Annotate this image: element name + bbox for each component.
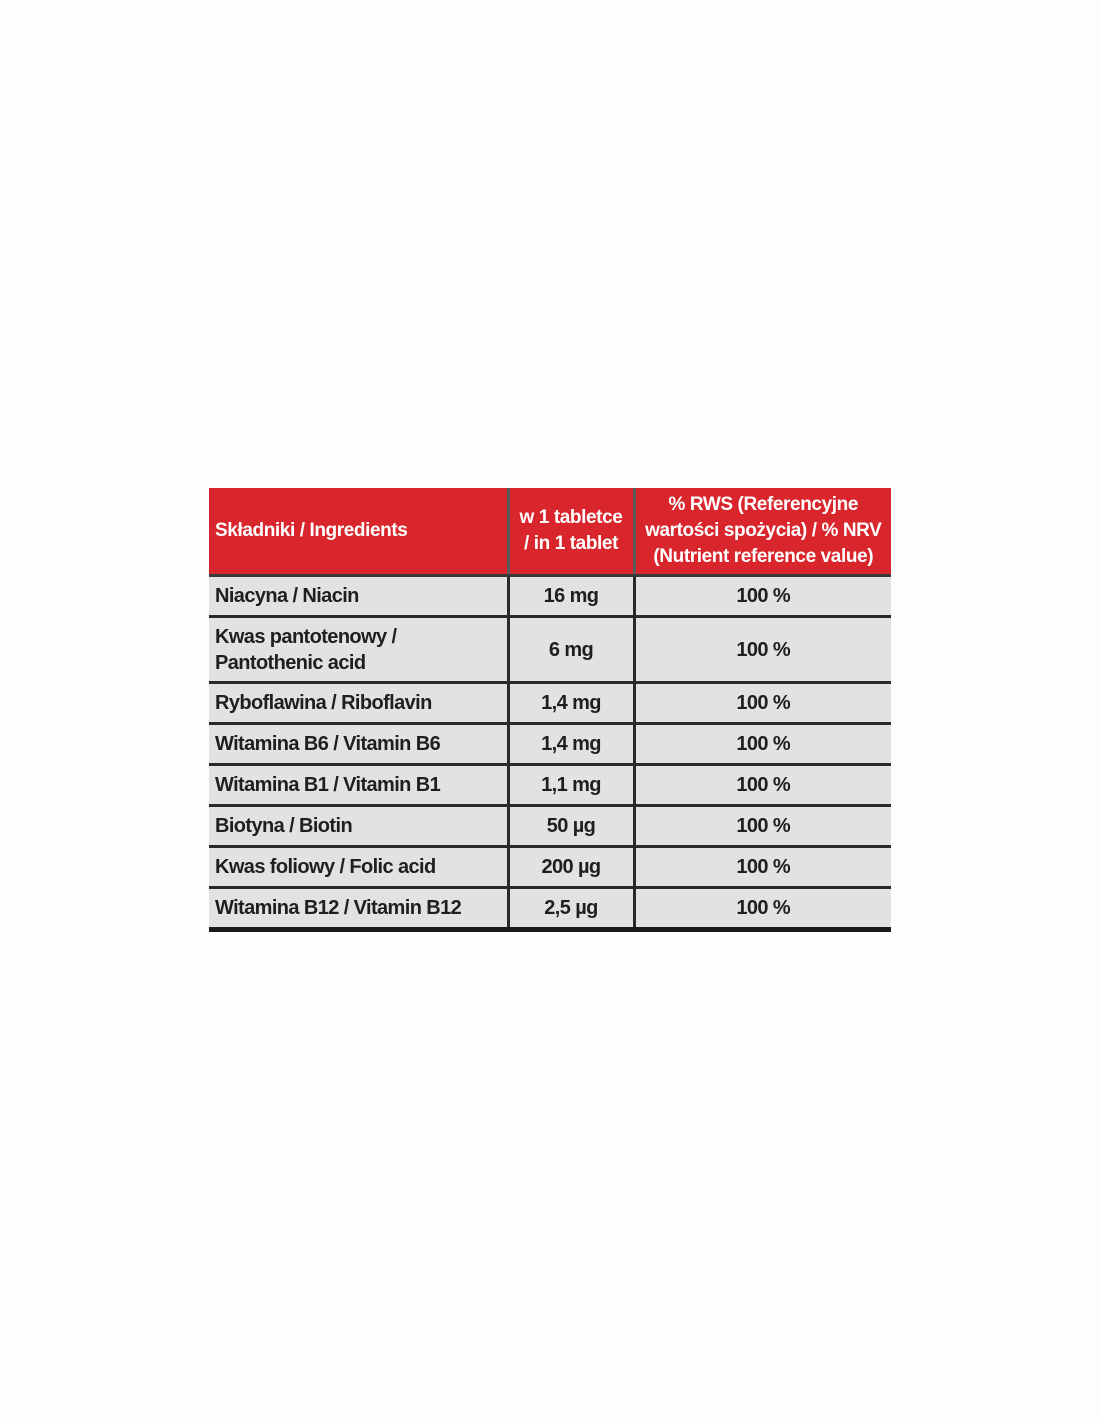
- header-row: [209, 488, 891, 576]
- header-ingredients: [209, 488, 508, 576]
- ingredient-name-line2: Pantothenic acid: [215, 651, 366, 674]
- ingredient-name: [209, 765, 508, 806]
- ingredient-name: [209, 847, 508, 888]
- nutrition-table-container: [209, 488, 891, 932]
- header-nrv-line3: (Nutrient reference value): [653, 546, 874, 567]
- table-row: [209, 847, 891, 888]
- header-per-tablet: [508, 488, 634, 576]
- ingredient-nrv: 100 %: [634, 765, 891, 806]
- header-nrv: [634, 488, 891, 576]
- ingredient-name-line1: Niacyna / Niacin: [215, 585, 359, 607]
- table-header: [209, 488, 891, 576]
- ingredient-amount: 1,4 mg: [508, 683, 634, 724]
- ingredient-name: [209, 724, 508, 765]
- ingredient-amount: 2,5 µg: [508, 888, 634, 928]
- ingredient-name: [209, 806, 508, 847]
- ingredient-amount: 200 µg: [508, 847, 634, 888]
- ingredient-name-line1: Kwas pantotenowy /: [215, 625, 397, 648]
- ingredient-name-line1: Biotyna / Biotin: [215, 815, 353, 837]
- ingredient-name-line1: Ryboflawina / Riboflavin: [215, 692, 432, 714]
- table-row: [209, 765, 891, 806]
- ingredient-amount: 6 mg: [508, 617, 634, 683]
- ingredient-amount: 16 mg: [508, 576, 634, 617]
- header-nrv-line1: % RWS (Referencyjne: [668, 494, 858, 515]
- ingredient-name: [209, 576, 508, 617]
- ingredient-name: [209, 683, 508, 724]
- header-per-tablet-line2: / in 1 tablet: [523, 533, 619, 554]
- table-body: [209, 576, 891, 928]
- ingredient-nrv: 100 %: [634, 617, 891, 683]
- ingredient-nrv: 100 %: [634, 806, 891, 847]
- table-row: [209, 683, 891, 724]
- ingredient-name-line1: Witamina B1 / Vitamin B1: [215, 774, 441, 796]
- table-row: [209, 617, 891, 683]
- nutrition-table: [209, 488, 891, 927]
- header-nrv-line2: wartości spożycia) / % NRV: [645, 520, 882, 541]
- ingredient-amount: 50 µg: [508, 806, 634, 847]
- ingredient-nrv: 100 %: [634, 847, 891, 888]
- ingredient-name: [209, 888, 508, 928]
- ingredient-nrv: 100 %: [634, 683, 891, 724]
- table-row: [209, 724, 891, 765]
- ingredient-amount: 1,1 mg: [508, 765, 634, 806]
- header-ingredients-label: Składniki / Ingredients: [215, 520, 408, 541]
- table-row: [209, 888, 891, 928]
- table-row: [209, 576, 891, 617]
- ingredient-name-line1: Kwas foliowy / Folic acid: [215, 856, 436, 878]
- ingredient-nrv: 100 %: [634, 724, 891, 765]
- ingredient-nrv: 100 %: [634, 888, 891, 928]
- ingredient-name-line1: Witamina B6 / Vitamin B6: [215, 733, 441, 755]
- ingredient-nrv: 100 %: [634, 576, 891, 617]
- header-per-tablet-line1: w 1 tabletce: [519, 507, 623, 528]
- table-row: [209, 806, 891, 847]
- ingredient-amount: 1,4 mg: [508, 724, 634, 765]
- ingredient-name-line1: Witamina B12 / Vitamin B12: [215, 897, 462, 919]
- ingredient-name: [209, 617, 508, 683]
